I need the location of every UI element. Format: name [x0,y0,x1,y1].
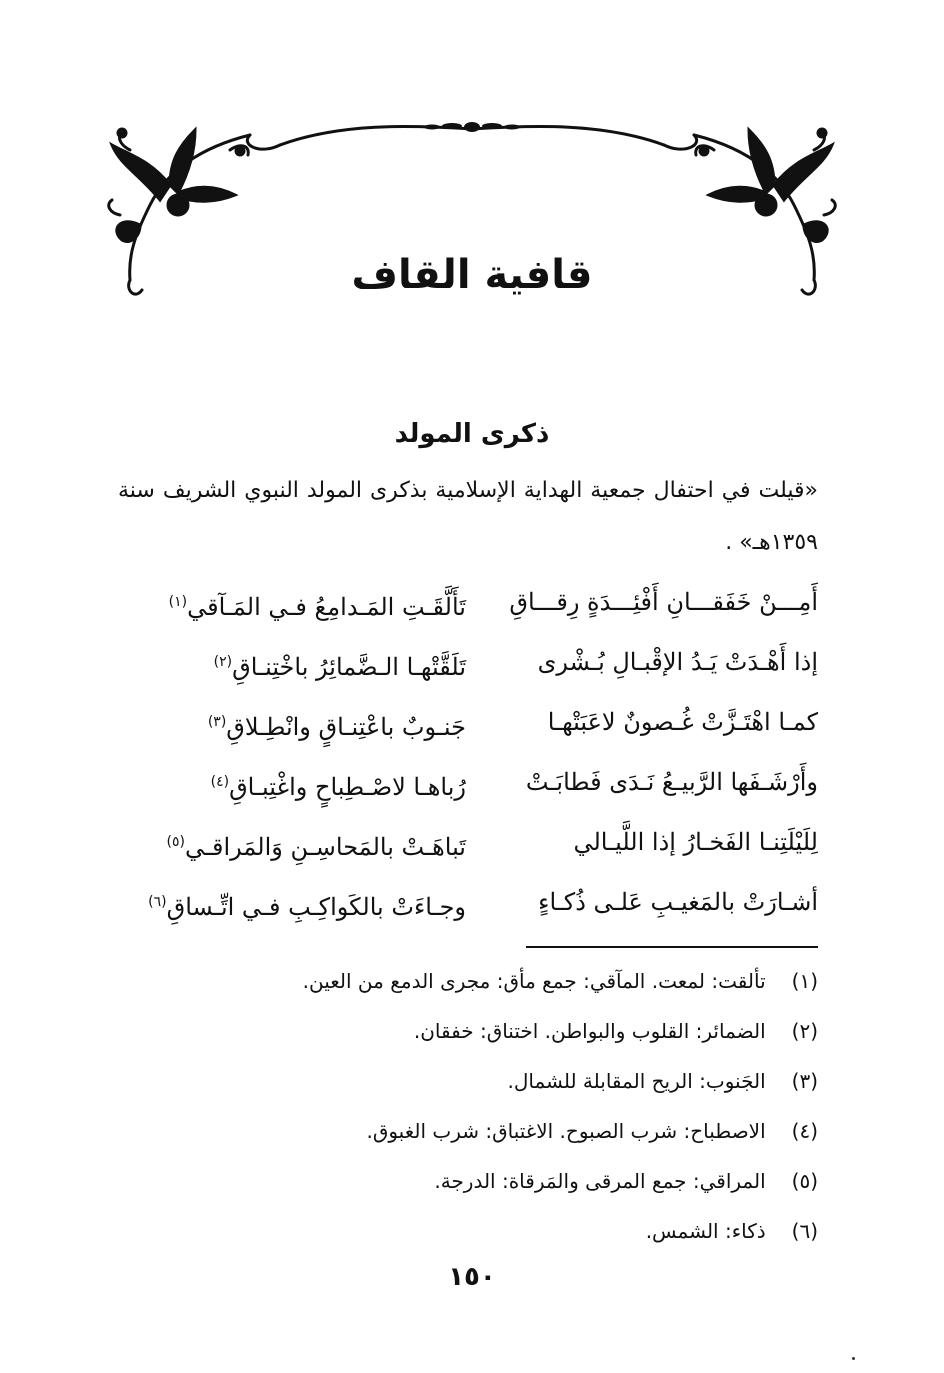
footnote-text: الضمائر: القلوب والبواطن. اختناق: خفقان. [413,1019,766,1043]
footnote-text: الاصطباح: شرب الصبوح. الاغتباق: شرب الغبوق. [366,1119,766,1143]
verse-row [106,878,818,938]
footnote-text: ذكاء: الشمس. [645,1219,766,1243]
footnote [118,1060,818,1110]
verse-first-hemistich: أَمِـــنْ خَفَقـــانِ أَفْئِـــدَةٍ رِقـــاقِ [509,588,818,616]
footnote-number: (١) [791,969,818,993]
verse-second-hemistich [106,878,466,931]
verse-text: وجـاءَتْ بالكَواكِـبِ فـي اتِّـساقِ [166,893,466,921]
footnote-divider [526,946,818,948]
verse-first-hemistich: أشـارَتْ بالمَغيـبِ عَلـى ذُكـاءٍ [538,888,818,916]
footnote-reference: (٤) [210,774,230,790]
verse-text: رُباهـا لاصْـطِباحٍ واغْتِبـاقِ [229,773,466,801]
footnotes [118,960,818,1260]
footnote-reference: (٥) [166,834,185,850]
footnote-text: المراقي: جمع المرقى والمَرقاة: الدرجة. [434,1169,766,1193]
footnote-reference: (٣) [207,714,227,730]
verse-first-hemistich: كمـا اهْتَـزَّتْ غُـصونٌ لاعَبَتْهـا [547,708,818,736]
footnote [118,1210,818,1260]
footnote-number: (٣) [791,1069,818,1093]
footnote-text: الجَنوب: الريح المقابلة للشمال. [507,1069,766,1093]
chapter-title: قافية القاف [351,252,593,298]
verse-second-hemistich [106,698,466,751]
verse-second-hemistich [106,818,466,871]
footnote-number: (٥) [791,1169,818,1193]
footnote-reference: (٢) [213,654,233,670]
footnote-number: (٢) [791,1019,818,1043]
poem-title: ذكرى المولد [394,419,550,449]
verse-row [106,698,818,758]
footnote-reference: (١) [168,594,188,610]
footnote-text: تألقت: لمعت. المآقي: جمع مأق: مجرى الدمع من العين. [302,969,766,993]
verse-row [106,818,818,878]
footnote [118,960,818,1010]
verse-row [106,758,818,818]
verse-second-hemistich [106,638,466,691]
poem-verses [106,578,818,938]
verse-text: تَلَقَّتْهـا الـضَّمائِرُ باخْتِنـاقِ [232,653,466,681]
page-number: ١٥٠ [448,1262,496,1292]
verse-first-hemistich: إذا أَهْـدَتْ يَـدُ الإقْبـالِ بُـشْرى [537,648,818,676]
verse-text: تَأَلَّقَـتِ المَـدامِعُ فـي المَـآقي [187,593,466,621]
verse-first-hemistich: وأَرْشَـفَها الرَّبيـعُ نَـدَى فَطابَـتْ [525,768,818,796]
footnote [118,1160,818,1210]
footnote-number: (٤) [791,1119,818,1143]
verse-first-hemistich: لِلَيْلَتِنـا الفَخـارُ إذا اللَّيـالي [573,828,818,856]
footnote [118,1110,818,1160]
verse-text: جَنـوبٌ باعْتِنـاقٍ وانْطِـلاقِ [226,713,466,741]
footnote [118,1010,818,1060]
verse-row [106,578,818,638]
verse-text: تَباهَـتْ بالمَحاسِـنِ وَالمَراقـي [184,833,466,861]
scan-speck [852,1357,855,1360]
verse-second-hemistich [106,758,466,811]
footnote-reference: (٦) [148,894,167,910]
verse-row [106,638,818,698]
verse-second-hemistich [106,578,466,631]
footnote-number: (٦) [791,1219,818,1243]
poem-introduction: «قيلت في احتفال جمعية الهداية الإسلامية بذكرى المولد النبوي الشريف سنة ١٣٥٩هـ» . [118,478,818,555]
